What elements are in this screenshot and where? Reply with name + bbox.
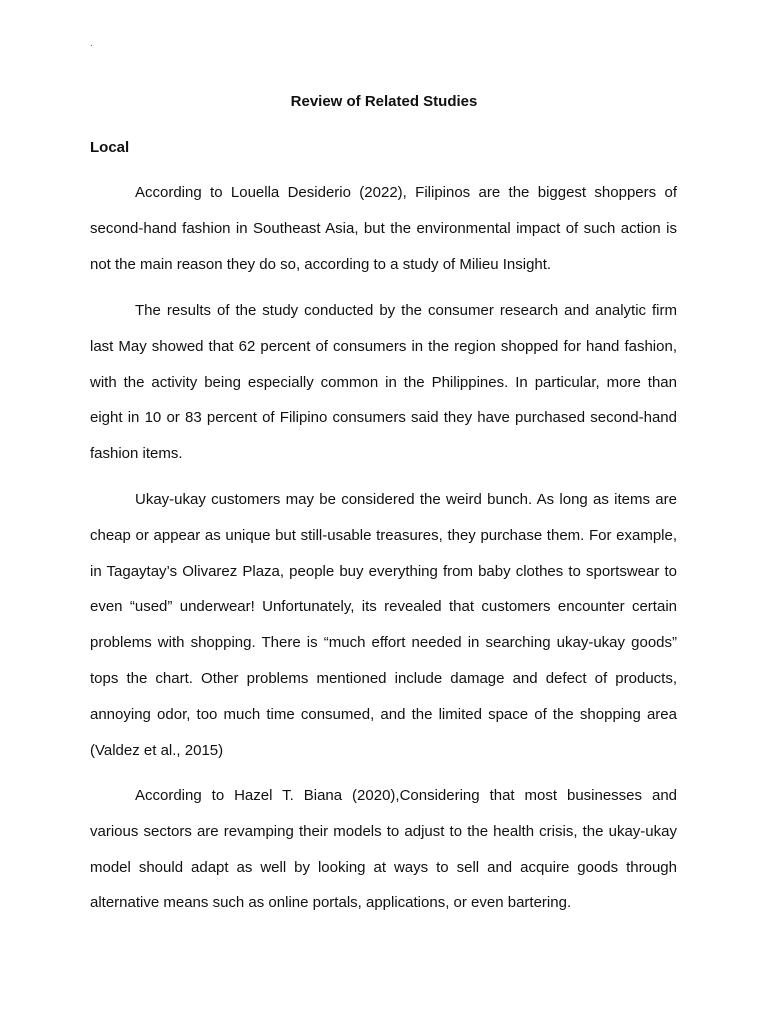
paragraph-ukay-ukay-customers: Ukay-ukay customers may be considered the weird bunch. As long as items are cheap or appear as unique but still-usable treasures, they purchase them. For example, in Tagaytay’s Olivarez Plaza, people buy everything from baby clothes to sportswear to even “used” underwear! Unfortunately, its revealed that customers encounter certain problems with shopping. There is “much effort needed in searching ukay-ukay goods” tops the chart. Other problems mentioned include damage and defect of products, annoying odor, too much time consumed, and the limited space of the shopping area (Valdez et al., 2015) <box>90 491 677 759</box>
paragraph-biana: According to Hazel T. Biana (2020),Considering that most businesses and various sectors are revamping their models to adjust to the health crisis, the ukay-ukay model should adapt as well by looking at ways to sell and acquire goods through alternative means such as online portals, applications, or even bartering. <box>90 787 677 912</box>
paragraph-milieu-study-results: The results of the study conducted by the consumer research and analytic firm last May showed that 62 percent of consumers in the region shopped for hand fashion, with the activity being especially common in the Philippines. In particular, more than eight in 10 or 83 percent of Filipino consumers said they have purchased second-hand fashion items. <box>90 302 677 463</box>
corner-mark: . <box>90 38 93 49</box>
section-heading-local: Local <box>90 139 130 156</box>
page-title: Review of Related Studies <box>290 93 478 110</box>
paragraph-desiderio: According to Louella Desiderio (2022), Filipinos are the biggest shoppers of second-hand fashion in Southeast Asia, but the environmental impact of such action is not the main reason they do so, according to a study of Milieu Insight. <box>90 184 677 273</box>
